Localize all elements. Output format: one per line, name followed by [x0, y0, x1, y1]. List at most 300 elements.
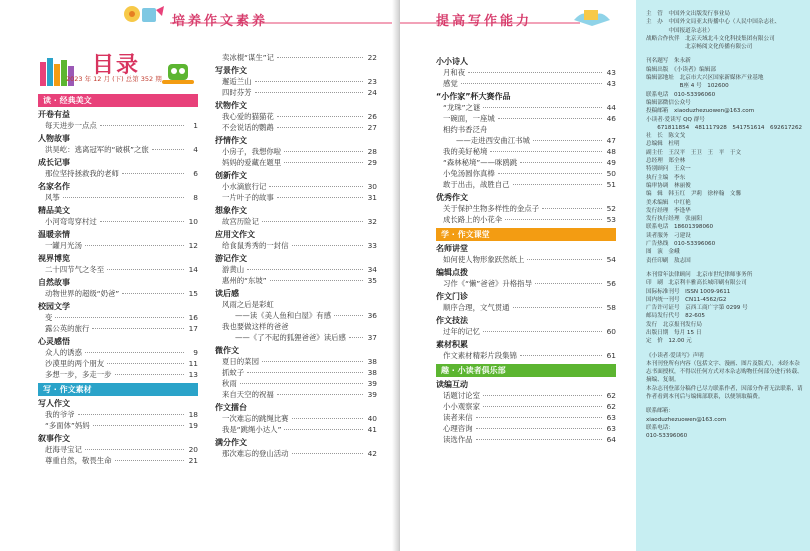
- masthead-line: 《小读者·爱读写》声明: [646, 352, 704, 359]
- category-heading: 编辑点拨: [436, 268, 468, 277]
- entry-title: ——《了不起的狐狸爸爸》读后感: [235, 333, 346, 342]
- toc-entry[interactable]: [436, 412, 616, 423]
- toc-entry[interactable]: [436, 434, 616, 445]
- page-number: 62: [606, 402, 616, 411]
- masthead-panel: [636, 0, 810, 551]
- entry-title: 妈妈的爱藏在题里: [222, 158, 282, 167]
- toc-entry[interactable]: [38, 240, 198, 251]
- entry-title: 洪昊屹：逃离冠军的“破棋”之旅: [45, 145, 149, 154]
- page-number: 34: [367, 265, 377, 274]
- toc-entry[interactable]: [38, 192, 198, 203]
- category-heading: 素材积累: [436, 340, 468, 349]
- category-heading: 作文擂台: [215, 403, 247, 412]
- masthead-line: 总经理 郑全林: [646, 158, 686, 165]
- toc-entry[interactable]: [436, 102, 616, 113]
- masthead-line: 联系邮箱：: [646, 408, 674, 415]
- entry-title: 小小观察家: [443, 402, 480, 411]
- entry-title: 小兔汤圆你真棒: [443, 169, 495, 178]
- masthead-line: 国际标准刊号 ISSN 1009-9611: [646, 288, 731, 295]
- category-heading: 名师讲堂: [436, 244, 468, 253]
- page-number: 60: [606, 327, 616, 336]
- leader-dots: [476, 417, 602, 418]
- category-heading: 作文技法: [436, 316, 468, 325]
- toc-entry[interactable]: [436, 326, 616, 337]
- toc-entry[interactable]: [436, 278, 616, 289]
- category-heading: 抒情作文: [215, 136, 247, 145]
- toc-entry[interactable]: [38, 312, 198, 323]
- masthead-line: 定 价 12.00 元: [646, 338, 692, 345]
- toc-entry[interactable]: [38, 455, 198, 466]
- page-number: 37: [367, 333, 377, 342]
- category-heading: 温暖亲情: [38, 230, 70, 239]
- entry-title: 露公英的旅行: [45, 324, 90, 333]
- section-banner: 写 · 作文素材: [38, 383, 198, 396]
- toc-entry[interactable]: [215, 181, 377, 192]
- category-heading: 开卷有益: [38, 110, 70, 119]
- leader-dots: [255, 92, 363, 93]
- toc-entry[interactable]: [436, 390, 616, 401]
- page-number: 40: [367, 414, 377, 423]
- masthead-line: 编辑部地址 北京市大兴区国家新媒体产业基地: [646, 75, 764, 82]
- page-number: 48: [606, 147, 616, 156]
- category-heading: 成长记事: [38, 158, 70, 167]
- toc-entry[interactable]: [38, 288, 198, 299]
- page-number: 11: [188, 359, 198, 368]
- toc-entry[interactable]: [215, 52, 377, 63]
- page-number: 44: [606, 103, 616, 112]
- leader-dots: [476, 428, 602, 429]
- category-heading: 满分作文: [215, 438, 247, 447]
- category-heading: 名家名作: [38, 182, 70, 191]
- entry-title: 顺序合理，文气贯通: [443, 303, 510, 312]
- entry-title: 关于保护生物多样性的金点子: [443, 204, 540, 213]
- page-number: 30: [367, 182, 377, 191]
- entry-title: 小水滴旅行记: [222, 182, 267, 191]
- toc-entry[interactable]: [215, 111, 377, 122]
- entry-title: 夏日的菜园: [222, 357, 259, 366]
- toc-entry[interactable]: [215, 367, 377, 378]
- leader-dots: [55, 317, 184, 318]
- toc-entry[interactable]: [38, 420, 198, 431]
- page-number: 35: [367, 276, 377, 285]
- toc-entry[interactable]: [436, 146, 616, 157]
- masthead-line: 主 办 中国外文局亚太传播中心（人民中国杂志社、: [646, 19, 781, 26]
- page-number: 42: [367, 449, 377, 458]
- leader-dots: [535, 283, 602, 284]
- page-number: 39: [367, 390, 377, 399]
- flying-book-icon: [570, 2, 612, 30]
- leader-dots: [93, 425, 184, 426]
- leader-dots: [284, 429, 363, 430]
- category-heading: 小小诗人: [436, 57, 468, 66]
- page-number: 63: [606, 424, 616, 433]
- toc-entry[interactable]: [215, 192, 377, 203]
- masthead-line: 社 长 陈文戈: [646, 133, 686, 140]
- toc-entry[interactable]: [38, 216, 198, 227]
- entry-title: 话题讨论室: [443, 391, 480, 400]
- entry-title: 我心爱的猫猫花: [222, 112, 274, 121]
- toc-entry[interactable]: [436, 203, 616, 214]
- masthead-line: 中国报道杂志社）: [646, 27, 714, 34]
- page-number: 16: [188, 313, 198, 322]
- masthead-line: 投稿邮箱 xiaoduzhezuowen@163.com: [646, 108, 755, 115]
- leader-dots: [513, 307, 602, 308]
- toc-entry[interactable]: [436, 113, 616, 124]
- page-number: 17: [188, 324, 198, 333]
- toc-entry[interactable]: [436, 179, 616, 190]
- toc-entry[interactable]: [436, 135, 616, 146]
- entry-title: 众人的诱惑: [45, 348, 82, 357]
- page-number: 53: [606, 215, 616, 224]
- toc-entry[interactable]: [436, 67, 616, 78]
- leader-dots: [284, 151, 363, 152]
- masthead-line: 主 管 中国外文出版发行事业局: [646, 11, 730, 17]
- masthead-line: 特别顾问 王众一: [646, 166, 691, 173]
- entry-title: 过年的记忆: [443, 327, 480, 336]
- entry-title: 每天进步一点点: [45, 121, 97, 130]
- toc-entry[interactable]: [38, 264, 198, 275]
- entry-title: ——读《美人鱼和白屋》有感: [235, 311, 332, 320]
- leader-dots: [152, 149, 184, 150]
- category-heading: “小作家”杯大赛作品: [436, 92, 511, 101]
- category-heading: 想象作文: [215, 206, 247, 215]
- page-number: 19: [188, 421, 198, 430]
- toc-entry[interactable]: [436, 168, 616, 179]
- page-number: 62: [606, 391, 616, 400]
- toc-column-3: [436, 54, 616, 445]
- entry-title: 我是“跳绳小达人”: [222, 425, 282, 434]
- leader-dots: [262, 221, 363, 222]
- page-number: 1: [193, 121, 198, 130]
- leader-dots: [85, 352, 184, 353]
- page-number: 38: [367, 357, 377, 366]
- leader-dots: [292, 245, 363, 246]
- entry-title: “多面体”妈妈: [45, 421, 90, 430]
- toc-entry[interactable]: [215, 122, 377, 133]
- entry-title: 我的爷爷: [45, 410, 75, 419]
- leader-dots: [520, 162, 602, 163]
- masthead-line: 联系电话 010-53396060: [646, 91, 716, 98]
- entry-title: 我的美好秘境: [443, 147, 488, 156]
- leader-dots: [277, 116, 363, 117]
- entry-title: 感觉: [443, 79, 458, 88]
- page-number: 29: [367, 158, 377, 167]
- toc-entry[interactable]: [215, 321, 377, 332]
- entry-title: 尊重自然，敬畏生命: [45, 456, 112, 465]
- page-number: 6: [193, 169, 198, 178]
- robot-cartoon-icon: [160, 58, 196, 86]
- page-number: 12: [188, 241, 198, 250]
- leader-dots: [107, 363, 184, 364]
- masthead-line: 本杂志刊登部分稿件已尽力联系作者，因部分作者无法联系，请作者看到本刊后与编辑部联系，以便领取稿费。: [646, 385, 803, 401]
- leader-dots: [498, 118, 602, 119]
- toc-entry[interactable]: [436, 78, 616, 89]
- leader-dots: [240, 383, 363, 384]
- leader-dots: [468, 72, 602, 73]
- toc-entry[interactable]: [215, 378, 377, 389]
- toc-entry[interactable]: [436, 401, 616, 412]
- page-number: 46: [606, 114, 616, 123]
- section-banner: 读 · 经典美文: [38, 94, 198, 107]
- category-heading: 写人作文: [38, 399, 70, 408]
- page-number: 56: [606, 279, 616, 288]
- page-number: 13: [188, 370, 198, 379]
- leader-dots: [277, 197, 363, 198]
- masthead-line: 执行主编 李东: [646, 174, 686, 181]
- page-number: 52: [606, 204, 616, 213]
- toc-title: 目录: [92, 52, 141, 78]
- toc-entry[interactable]: [215, 448, 377, 459]
- toc-entry[interactable]: [436, 423, 616, 434]
- masthead-line: 广告热线 010-53396060: [646, 241, 716, 248]
- entry-title: 给食鼠秀秀的一封信: [222, 241, 289, 250]
- leader-dots: [292, 453, 363, 454]
- entry-title: 读选作品: [443, 435, 473, 444]
- masthead-line: 国内统一刊号 CN11-4562/G2: [646, 296, 727, 303]
- page-number: 21: [188, 456, 198, 465]
- toc-entry[interactable]: [436, 157, 616, 168]
- page-number: 61: [606, 351, 616, 360]
- entry-title: “龙珠”之谜: [443, 103, 481, 112]
- entry-title: 一碗面，一座城: [443, 114, 495, 123]
- leader-dots: [520, 355, 602, 356]
- toc-column-2: [215, 52, 377, 459]
- masthead-line: 010-53396060: [646, 433, 688, 440]
- page-number: 50: [606, 169, 616, 178]
- entry-title: 一罐月光汤: [45, 241, 82, 250]
- toc-entry[interactable]: [215, 76, 377, 87]
- toc-entry[interactable]: [215, 332, 377, 343]
- page-number: 27: [367, 123, 377, 132]
- masthead-line: 发行执行经理 张丽阳: [646, 216, 702, 223]
- entry-title: 成长路上的小花伞: [443, 215, 503, 224]
- entry-title: 月和夜: [443, 68, 466, 77]
- left-page: [0, 0, 395, 551]
- page-number: 49: [606, 158, 616, 167]
- leader-dots: [122, 293, 184, 294]
- masthead-line: B座 4 号 102600: [646, 83, 729, 90]
- entry-title: 来自天空的祝福: [222, 390, 274, 399]
- category-heading: 读编互动: [436, 380, 468, 389]
- page-number: 58: [606, 303, 616, 312]
- section-banner: 学 · 作文课堂: [436, 228, 616, 241]
- toc-entry[interactable]: [436, 302, 616, 313]
- toc-entry[interactable]: [436, 254, 616, 265]
- leader-dots: [277, 57, 363, 58]
- entry-title: 习作《“懒”爸爸》升格指导: [443, 279, 532, 288]
- leader-dots: [247, 269, 363, 270]
- entry-title: 游黄山: [222, 265, 245, 274]
- category-heading: 自然故事: [38, 278, 70, 287]
- masthead-line: 副主任 王汉平 王卫 王 平 于文: [646, 149, 742, 156]
- right-header-title: 提高写作能力: [436, 14, 533, 29]
- masthead-line: 联系电话：: [646, 424, 674, 431]
- category-heading: 精品美文: [38, 206, 70, 215]
- toc-entry[interactable]: [436, 124, 616, 135]
- page-number: 14: [188, 265, 198, 274]
- toc-column-1: [38, 91, 198, 466]
- entry-title: 卖冰棍“谋生”记: [222, 53, 275, 62]
- entry-title: 故宫历险记: [222, 217, 259, 226]
- leader-dots: [100, 221, 184, 222]
- page-number: 10: [188, 217, 198, 226]
- leader-dots: [483, 107, 602, 108]
- entry-title: 惠州的“东坡”: [222, 276, 267, 285]
- category-heading: 创新作文: [215, 171, 247, 180]
- toc-entry[interactable]: [215, 264, 377, 275]
- category-heading: 心灵感悟: [38, 337, 70, 346]
- entry-title: 心理咨询: [443, 424, 473, 433]
- entry-title: 一次难忘的跳绳比赛: [222, 414, 289, 423]
- page-number: 33: [367, 241, 377, 250]
- entry-title: 那次难忘的登山活动: [222, 449, 289, 458]
- leader-dots: [505, 219, 602, 220]
- category-heading: 校园文学: [38, 302, 70, 311]
- issue-info: 2023 年 12 月 (下) 总第 352 期: [66, 75, 162, 83]
- entry-title: 一片叶子的故事: [222, 193, 274, 202]
- toc-entry[interactable]: [215, 310, 377, 321]
- leader-dots: [513, 184, 602, 185]
- leader-dots: [483, 406, 602, 407]
- toc-entry[interactable]: [215, 389, 377, 400]
- leader-dots: [498, 173, 602, 174]
- toc-entry[interactable]: [38, 168, 198, 179]
- page-number: 31: [367, 193, 377, 202]
- toc-entry[interactable]: [436, 214, 616, 225]
- page-number: 32: [367, 217, 377, 226]
- masthead-line: 671811854 481117928 541751614 692617262: [646, 124, 803, 131]
- leader-dots: [483, 395, 602, 396]
- page-number: 18: [188, 410, 198, 419]
- masthead-line: 编审协调 林丽俊: [646, 182, 691, 189]
- leader-dots: [476, 439, 602, 440]
- category-heading: 状物作文: [215, 101, 247, 110]
- masthead-line: 责任印刷 敖志国: [646, 257, 691, 264]
- page-number: 63: [606, 413, 616, 422]
- toc-entry[interactable]: [38, 409, 198, 420]
- toc-entry[interactable]: [38, 358, 198, 369]
- page-number: 28: [367, 147, 377, 156]
- masthead-line: 编 辑 韩玉红 尹莉 徐梓翰 文馨: [646, 191, 742, 198]
- toc-entry[interactable]: [215, 413, 377, 424]
- category-heading: 叙事作文: [38, 434, 70, 443]
- toc-entry[interactable]: [215, 157, 377, 168]
- category-heading: 应用文作文: [215, 230, 255, 239]
- leader-dots: [85, 245, 184, 246]
- toc-entry[interactable]: [215, 299, 377, 310]
- leader-dots: [533, 140, 602, 141]
- entry-title: 敢于出击，战胜自己: [443, 180, 510, 189]
- entry-title: 秋雨: [222, 379, 237, 388]
- page-number: 23: [367, 77, 377, 86]
- category-heading: 微作文: [215, 346, 239, 355]
- leader-dots: [277, 394, 363, 395]
- toc-entry[interactable]: [38, 369, 198, 380]
- page-number: 54: [606, 255, 616, 264]
- page-number: 64: [606, 435, 616, 444]
- toc-entry[interactable]: [215, 87, 377, 98]
- masthead-line: 本刊刊登所有内容（包括文字、漫画、图片及版式），未经本杂志书面授权，不得以任何方式对本杂志购物任何部分进行转载、摘编、复制。: [646, 360, 803, 384]
- entry-title: 抓蚊子: [222, 368, 245, 377]
- page-number: 15: [188, 289, 198, 298]
- leader-dots: [63, 197, 184, 198]
- page-number: 36: [367, 311, 377, 320]
- page-number: 43: [606, 68, 616, 77]
- toc-entry[interactable]: [215, 240, 377, 251]
- toc-entry[interactable]: [38, 444, 198, 455]
- toc-entry[interactable]: [215, 146, 377, 157]
- page-number: 26: [367, 112, 377, 121]
- toc-entry[interactable]: [38, 120, 198, 131]
- leader-dots: [247, 372, 363, 373]
- toc-entry[interactable]: [38, 323, 198, 334]
- masthead-line: 美术编辑 中红艳: [646, 199, 691, 206]
- leader-dots: [277, 127, 363, 128]
- masthead-line: 总编辑 杜明: [646, 141, 680, 148]
- entry-title: 我也要做这样的爸爸: [222, 322, 289, 331]
- page-number: 39: [367, 379, 377, 388]
- leader-dots: [349, 337, 363, 338]
- leader-dots: [100, 125, 184, 126]
- page-number: 22: [367, 53, 377, 62]
- toc-entry[interactable]: [215, 356, 377, 367]
- masthead-line: 小读者·爱读写 QQ 群号: [646, 116, 705, 123]
- category-heading: 人物故事: [38, 134, 70, 143]
- masthead-line: 邮局发行代号 82-605: [646, 313, 705, 320]
- entry-title: ——走进西安曲江书城: [456, 136, 530, 145]
- entry-title: 邂逅兰山: [222, 77, 252, 86]
- leader-dots: [107, 269, 184, 270]
- page-number: 38: [367, 368, 377, 377]
- leader-dots: [92, 328, 184, 329]
- leader-dots: [115, 374, 184, 375]
- entry-title: 沙漠里的两个朋友: [45, 359, 105, 368]
- entry-title: 变: [45, 313, 53, 322]
- toc-entry[interactable]: [38, 347, 198, 358]
- leader-dots: [483, 331, 602, 332]
- leader-dots: [255, 81, 363, 82]
- leader-dots: [262, 361, 363, 362]
- masthead-line: 北京畅阅文化传播有限公司: [646, 44, 753, 51]
- toc-entry[interactable]: [215, 275, 377, 286]
- page-number: 8: [193, 193, 198, 202]
- toc-entry[interactable]: [215, 424, 377, 435]
- page-number: 4: [193, 145, 198, 154]
- entry-title: 相约书香泛舟: [443, 125, 488, 134]
- leader-dots: [269, 186, 363, 187]
- leader-dots: [115, 460, 184, 461]
- masthead-line: 广告许可证号 京西工商广字第 0299 号: [646, 305, 748, 312]
- entry-title: 不会说话的鹦鹉: [222, 123, 274, 132]
- masthead-line: 印 刷 北京利丰雅高长城印刷有限公司: [646, 280, 747, 287]
- entry-title: 如何使人物形象跃然纸上: [443, 255, 525, 264]
- leader-dots: [270, 280, 363, 281]
- masthead-line: 刊名题写 朱永新: [646, 58, 691, 65]
- page-number: 9: [193, 348, 198, 357]
- toc-entry[interactable]: [215, 216, 377, 227]
- category-heading: 写景作文: [215, 66, 247, 75]
- category-heading: 游记作文: [215, 254, 247, 263]
- page-number: 41: [367, 425, 377, 434]
- toc-entry[interactable]: [38, 144, 198, 155]
- masthead-line: 编辑部微信公众号: [646, 99, 691, 106]
- entry-title: 多想一步，多走一步: [45, 370, 112, 379]
- toc-entry[interactable]: [436, 350, 616, 361]
- entry-title: 小房子，我想你啦: [222, 147, 282, 156]
- leader-dots: [490, 151, 602, 152]
- masthead-line: 图 演 金峨: [646, 249, 680, 256]
- entry-title: 四时芬芳: [222, 88, 252, 97]
